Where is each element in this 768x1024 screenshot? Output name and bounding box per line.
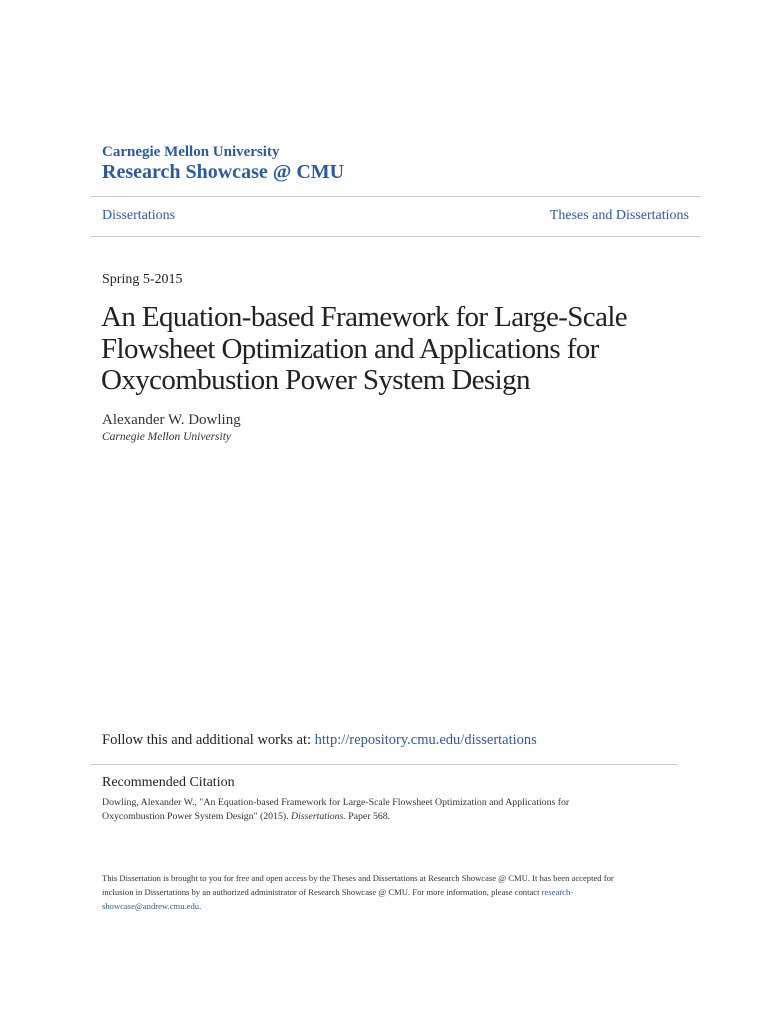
parent-collection-link[interactable]: Theses and Dissertations (549, 208, 689, 223)
citation-divider (90, 764, 678, 765)
author-affiliation: Carnegie Mellon University (102, 431, 232, 443)
repository-url-link[interactable]: http://repository.cmu.edu/dissertations (314, 732, 537, 748)
header-divider (90, 196, 700, 197)
title-line: Flowsheet Optimization and Applications for (101, 332, 599, 365)
citation-paper-number: Paper 568. (345, 810, 391, 822)
notice-line: This Dissertation is brought to you for free and open access by the Theses and Dissertations at Research Showcase @ CMU. It has been accepted for (102, 873, 614, 883)
access-notice (102, 871, 672, 913)
contact-email-link[interactable]: research- (541, 887, 574, 897)
contact-email-link-continued[interactable]: showcase@andrew.cmu.edu (102, 901, 200, 911)
document-title (101, 302, 701, 397)
repository-name[interactable]: Research Showcase @ CMU (102, 161, 345, 183)
nav-divider (90, 236, 700, 237)
citation-series: Dissertations. (291, 810, 346, 822)
notice-line: inclusion in Dissertations by an authorized administrator of Research Showcase @ CMU. For more information, please contact (102, 887, 542, 897)
publication-date: Spring 5-2015 (102, 272, 183, 287)
author-name: Alexander W. Dowling (102, 412, 241, 428)
institution-name[interactable]: Carnegie Mellon University (102, 144, 280, 160)
title-line: An Equation-based Framework for Large-Scale (101, 301, 628, 333)
collection-link[interactable]: Dissertations (102, 208, 176, 223)
follow-label: Follow this and additional works at: (102, 732, 315, 748)
citation-line: Dowling, Alexander W., "An Equation-based Framework for Large-Scale Flowsheet Optimization and Applications for (102, 797, 570, 808)
notice-end: . (199, 901, 202, 911)
follow-line (102, 731, 537, 749)
citation-line: Oxycombustion Power System Design" (2015). (102, 810, 292, 822)
citation-heading: Recommended Citation (102, 775, 235, 790)
citation-text (102, 796, 642, 823)
title-line: Oxycombustion Power System Design (101, 364, 530, 396)
